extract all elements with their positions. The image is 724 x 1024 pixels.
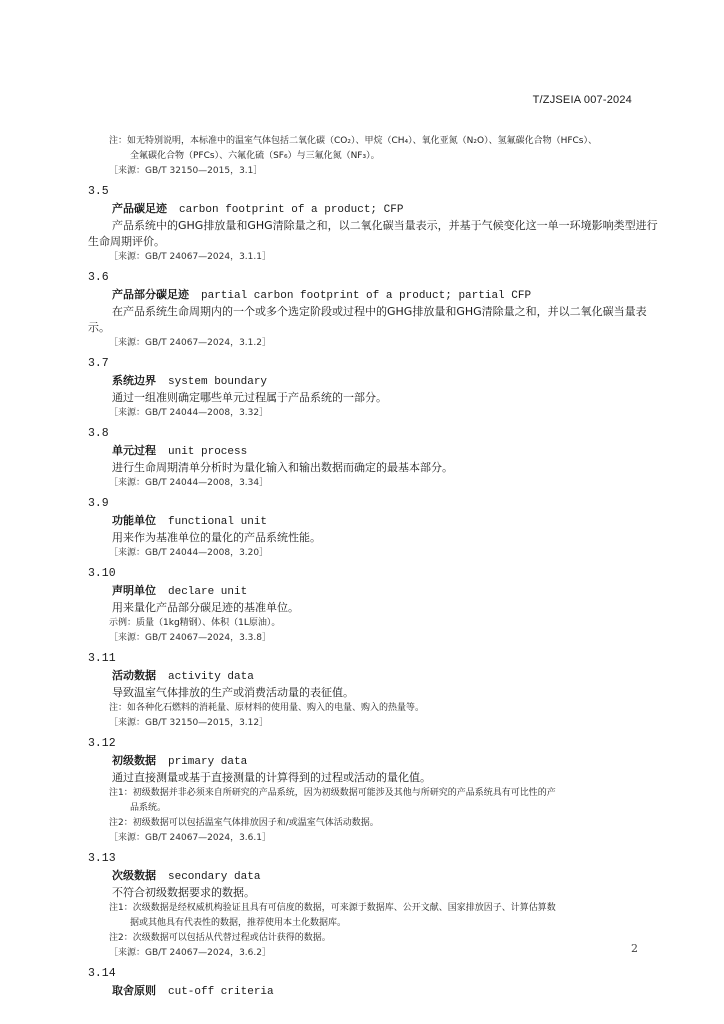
section-number: 3.5 — [88, 185, 109, 198]
term-chinese: 声明单位 — [112, 584, 156, 597]
term-heading — [88, 373, 658, 390]
section-number: 3.9 — [88, 497, 109, 510]
term-english: activity data — [168, 671, 254, 683]
term-definition: 进行生命周期清单分析时为量化输入和输出数据而确定的最基本部分。 — [112, 461, 453, 474]
section-number: 3.13 — [88, 852, 116, 865]
term-source: ［来源：GB/T 32150—2015，3.12］ — [109, 718, 269, 728]
section-number: 3.14 — [88, 967, 116, 980]
term-note — [88, 701, 658, 716]
note-text-line2: 品系统。 — [130, 803, 167, 813]
term-definition: 产品系统中的GHG排放量和GHG清除量之和，以二氧化碳当量表示，并基于气候变化这一单一环境影响类型进行生命周期评价。 — [88, 219, 658, 248]
term-example — [88, 616, 658, 631]
term-definition: 不符合初级数据要求的数据。 — [112, 886, 255, 899]
example-label: 示例： — [109, 618, 137, 628]
intro-note-source: ［来源：GB/T 32150—2015，3.1］ — [109, 166, 263, 176]
standard-code-header: T/ZJSEIA 007-2024 — [532, 94, 632, 106]
term-heading — [88, 583, 658, 600]
term-chinese: 取舍原则 — [112, 984, 156, 997]
term-definition: 通过一组准则确定哪些单元过程属于产品系统的一部分。 — [112, 391, 387, 404]
section-number: 3.10 — [88, 567, 116, 580]
term-heading — [88, 668, 658, 685]
section-number: 3.11 — [88, 652, 116, 665]
term-english: primary data — [168, 756, 248, 768]
note-text-line1: 如无特别说明，本标准中的温室气体包括二氧化碳（CO₂）、甲烷（CH₄）、氧化亚氮（N₂O）、氢氟碳化合物（HFCs）、 — [127, 136, 597, 146]
term-heading — [88, 753, 658, 770]
note-label: 注1： — [109, 788, 133, 798]
note-text-line1: 初级数据并非必须来自所研究的产品系统，因为初级数据可能涉及其他与所研究的产品系统具有可比性的产 — [132, 788, 556, 798]
section-number: 3.6 — [88, 271, 109, 284]
term-heading — [88, 287, 658, 304]
term-heading — [88, 201, 658, 218]
term-heading — [88, 513, 658, 530]
term-definition: 通过直接测量或基于直接测量的计算得到的过程或活动的量化值。 — [112, 771, 431, 784]
term-english: cut-off criteria — [168, 986, 274, 998]
term-source: ［来源：GB/T 24067—2024，3.1.2］ — [109, 338, 271, 348]
term-english: unit process — [168, 446, 248, 458]
note-text-line1: 次级数据是经权威机构验证且具有可信度的数据，可来源于数据库、公开文献、国家排放因子、计算估算数 — [132, 903, 556, 913]
term-source: ［来源：GB/T 24044—2008，3.20］ — [109, 548, 269, 558]
intro-note — [88, 134, 658, 164]
term-chinese: 次级数据 — [112, 869, 156, 882]
section-number: 3.7 — [88, 357, 109, 370]
page-content — [88, 134, 658, 1000]
term-chinese: 单元过程 — [112, 444, 156, 457]
page-number: 2 — [631, 942, 638, 955]
term-heading — [88, 868, 658, 885]
term-english: secondary data — [168, 871, 261, 883]
term-english: carbon footprint of a product; CFP — [179, 204, 404, 216]
note-label: 注： — [109, 703, 128, 713]
term-source: ［来源：GB/T 24067—2024，3.6.2］ — [109, 948, 271, 958]
term-english: declare unit — [168, 586, 248, 598]
term-note-2 — [88, 816, 658, 831]
note-text-line2: 据或其他具有代表性的数据，推荐使用本土化数据库。 — [130, 918, 347, 928]
section-number: 3.8 — [88, 427, 109, 440]
note-label: 注2： — [109, 818, 133, 828]
note-label: 注2： — [109, 933, 133, 943]
example-text: 质量（1kg精钢）、体积（1L原油）。 — [136, 618, 281, 628]
term-source: ［来源：GB/T 24044—2008，3.32］ — [109, 408, 269, 418]
note-text: 初级数据可以包括温室气体排放因子和/或温室气体活动数据。 — [132, 818, 379, 828]
term-definition: 在产品系统生命周期内的一个或多个选定阶段或过程中的GHG排放量和GHG清除量之和，并以二氧化碳当量表示。 — [88, 305, 647, 334]
note-text-line2: 全氟碳化合物（PFCs）、六氟化硫（SF₆）与三氟化氮（NF₃）。 — [130, 151, 380, 161]
term-source: ［来源：GB/T 24067—2024，3.3.8］ — [109, 633, 271, 643]
term-english: partial carbon footprint of a product; partial CFP — [201, 290, 532, 302]
term-note-2 — [88, 931, 658, 946]
term-chinese: 功能单位 — [112, 514, 156, 527]
note-label: 注1： — [109, 903, 133, 913]
term-definition: 用来作为基准单位的量化的产品系统性能。 — [112, 531, 321, 544]
note-text: 次级数据可以包括从代替过程或估计获得的数据。 — [132, 933, 331, 943]
term-note-1 — [88, 901, 658, 931]
note-label: 注： — [109, 136, 128, 146]
term-chinese: 系统边界 — [112, 374, 156, 387]
term-definition: 导致温室气体排放的生产或消费活动量的表征值。 — [112, 686, 354, 699]
note-text: 如各种化石燃料的消耗量、原材料的使用量、购入的电量、购入的热量等。 — [127, 703, 425, 713]
term-english: functional unit — [168, 516, 268, 528]
term-note-1 — [88, 786, 658, 816]
term-heading — [88, 983, 658, 1000]
section-number: 3.12 — [88, 737, 116, 750]
term-definition: 用来量化产品部分碳足迹的基准单位。 — [112, 601, 299, 614]
term-chinese: 产品碳足迹 — [112, 202, 167, 215]
term-chinese: 活动数据 — [112, 669, 156, 682]
term-source: ［来源：GB/T 24044—2008，3.34］ — [109, 478, 269, 488]
term-source: ［来源：GB/T 24067—2024，3.1.1］ — [109, 252, 271, 262]
term-source: ［来源：GB/T 24067—2024，3.6.1］ — [109, 833, 271, 843]
term-heading — [88, 443, 658, 460]
term-chinese: 初级数据 — [112, 754, 156, 767]
term-chinese: 产品部分碳足迹 — [112, 288, 189, 301]
term-english: system boundary — [168, 376, 268, 388]
